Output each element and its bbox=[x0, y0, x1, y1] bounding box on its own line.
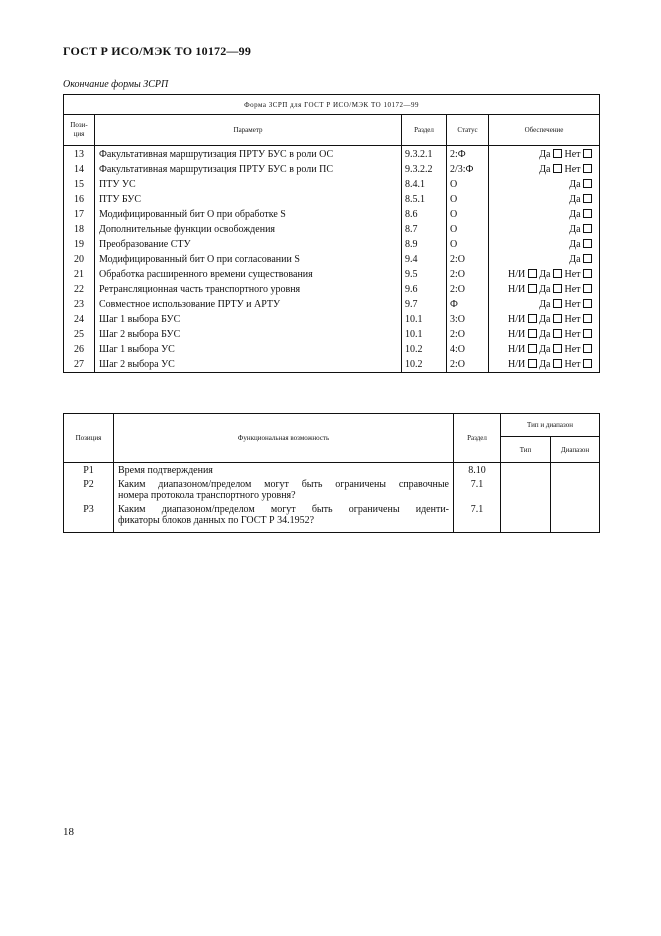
col-status-header: Статус bbox=[447, 115, 489, 146]
row-parameter: Шаг 2 выбора БУС bbox=[95, 327, 402, 342]
table-row bbox=[64, 312, 600, 327]
checkbox-icon[interactable] bbox=[553, 299, 562, 308]
checkbox-icon[interactable] bbox=[528, 359, 537, 368]
yes-label: Да bbox=[569, 224, 581, 235]
checkbox-icon[interactable] bbox=[553, 164, 562, 173]
col-range-header: Диапазон bbox=[551, 437, 600, 463]
row-support bbox=[489, 192, 600, 207]
row-position: 15 bbox=[64, 177, 95, 192]
row-status: 2:О bbox=[447, 357, 489, 373]
row-position: 13 bbox=[64, 146, 95, 163]
table-row bbox=[64, 479, 600, 504]
checkbox-icon[interactable] bbox=[583, 149, 592, 158]
na-label: Н/И bbox=[508, 359, 526, 370]
row-capability bbox=[114, 479, 454, 504]
row-support bbox=[489, 207, 600, 222]
checkbox-icon[interactable] bbox=[553, 344, 562, 353]
yes-label: Да bbox=[569, 209, 581, 220]
capability-text-line: фикаторы блоков данных по ГОСТ Р 34.1952? bbox=[118, 515, 315, 526]
form-table-title: Форма ЗСРП для ГОСТ Р ИСО/МЭК ТО 10172—99 bbox=[64, 95, 600, 115]
col-capability-header: Функциональная возможность bbox=[114, 414, 454, 463]
checkbox-icon[interactable] bbox=[583, 284, 592, 293]
row-support bbox=[489, 177, 600, 192]
row-range-value bbox=[551, 479, 600, 504]
capability-text-line: номера протокола транспортного уровня? bbox=[118, 490, 296, 501]
yes-label: Да bbox=[539, 164, 551, 175]
col-section-header: Раздел bbox=[402, 115, 447, 146]
row-position: Р1 bbox=[64, 463, 114, 480]
row-status: 2:О bbox=[447, 252, 489, 267]
row-section: 8.7 bbox=[402, 222, 447, 237]
row-parameter: Ретрансляционная часть транспортного уровня bbox=[95, 282, 402, 297]
col-parameter-header: Параметр bbox=[95, 115, 402, 146]
col-position-header: Пози- ция bbox=[64, 115, 95, 146]
row-section: 10.1 bbox=[402, 312, 447, 327]
checkbox-icon[interactable] bbox=[583, 314, 592, 323]
row-position: 27 bbox=[64, 357, 95, 373]
row-status: О bbox=[447, 222, 489, 237]
na-label: Н/И bbox=[508, 284, 526, 295]
row-position: 26 bbox=[64, 342, 95, 357]
capability-table bbox=[63, 413, 600, 533]
yes-label: Да bbox=[539, 149, 551, 160]
checkbox-icon[interactable] bbox=[583, 344, 592, 353]
na-label: Н/И bbox=[508, 314, 526, 325]
checkbox-icon[interactable] bbox=[583, 254, 592, 263]
row-section: 10.2 bbox=[402, 342, 447, 357]
row-position: 22 bbox=[64, 282, 95, 297]
row-section: 8.9 bbox=[402, 237, 447, 252]
row-position: Р2 bbox=[64, 479, 114, 504]
no-label: Нет bbox=[564, 269, 581, 280]
row-status: О bbox=[447, 192, 489, 207]
checkbox-icon[interactable] bbox=[583, 224, 592, 233]
row-status: О bbox=[447, 237, 489, 252]
row-type-value bbox=[501, 479, 551, 504]
row-position: 18 bbox=[64, 222, 95, 237]
checkbox-icon[interactable] bbox=[553, 329, 562, 338]
no-label: Нет bbox=[564, 164, 581, 175]
row-range-value bbox=[551, 504, 600, 533]
row-parameter: Модифицированный бит О при обработке S bbox=[95, 207, 402, 222]
na-label: Н/И bbox=[508, 269, 526, 280]
checkbox-icon[interactable] bbox=[553, 314, 562, 323]
checkbox-icon[interactable] bbox=[553, 284, 562, 293]
no-label: Нет bbox=[564, 149, 581, 160]
row-range-value bbox=[551, 463, 600, 480]
row-status: 4:О bbox=[447, 342, 489, 357]
row-section: 9.3.2.1 bbox=[402, 146, 447, 163]
row-parameter: Шаг 2 выбора УС bbox=[95, 357, 402, 373]
row-section: 9.7 bbox=[402, 297, 447, 312]
table-row bbox=[64, 327, 600, 342]
no-label: Нет bbox=[564, 299, 581, 310]
row-section: 8.10 bbox=[454, 463, 501, 480]
row-parameter: Модифицированный бит О при согласовании S bbox=[95, 252, 402, 267]
yes-label: Да bbox=[539, 329, 551, 340]
table-caption: Окончание формы ЗСРП bbox=[63, 79, 169, 90]
row-section: 9.4 bbox=[402, 252, 447, 267]
row-support bbox=[489, 222, 600, 237]
capability-text-line: Каким диапазоном/пределом могут быть ограничены иденти- bbox=[118, 504, 449, 515]
row-parameter: Шаг 1 выбора БУС bbox=[95, 312, 402, 327]
row-support bbox=[489, 297, 600, 312]
row-parameter: Совместное использование ПРТУ и АРТУ bbox=[95, 297, 402, 312]
checkbox-icon[interactable] bbox=[528, 284, 537, 293]
yes-label: Да bbox=[569, 194, 581, 205]
row-parameter: Преобразование СТУ bbox=[95, 237, 402, 252]
checkbox-icon[interactable] bbox=[583, 359, 592, 368]
table-row bbox=[64, 504, 600, 533]
table-row bbox=[64, 146, 600, 163]
row-parameter: ПТУ БУС bbox=[95, 192, 402, 207]
table-row bbox=[64, 463, 600, 480]
yes-label: Да bbox=[569, 179, 581, 190]
row-status: О bbox=[447, 177, 489, 192]
checkbox-icon[interactable] bbox=[583, 179, 592, 188]
row-position: 17 bbox=[64, 207, 95, 222]
row-support bbox=[489, 146, 600, 163]
row-position: 21 bbox=[64, 267, 95, 282]
na-label: Н/И bbox=[508, 344, 526, 355]
checkbox-icon[interactable] bbox=[583, 329, 592, 338]
row-support bbox=[489, 342, 600, 357]
row-support bbox=[489, 267, 600, 282]
checkbox-icon[interactable] bbox=[528, 329, 537, 338]
yes-label: Да bbox=[569, 254, 581, 265]
checkbox-icon[interactable] bbox=[528, 344, 537, 353]
col-position-header: Позиция bbox=[64, 414, 114, 463]
capability-text-line: Каким диапазоном/пределом могут быть ограничены справочные bbox=[118, 479, 449, 490]
col-section-header: Раздел bbox=[454, 414, 501, 463]
checkbox-icon[interactable] bbox=[583, 269, 592, 278]
row-section: 10.1 bbox=[402, 327, 447, 342]
no-label: Нет bbox=[564, 359, 581, 370]
row-parameter: Шаг 1 выбора УС bbox=[95, 342, 402, 357]
row-status: 2:О bbox=[447, 267, 489, 282]
checkbox-icon[interactable] bbox=[583, 209, 592, 218]
row-position: Р3 bbox=[64, 504, 114, 533]
table-row bbox=[64, 222, 600, 237]
row-parameter: ПТУ УС bbox=[95, 177, 402, 192]
no-label: Нет bbox=[564, 329, 581, 340]
table-row bbox=[64, 252, 600, 267]
checkbox-icon[interactable] bbox=[528, 314, 537, 323]
row-status: 2:О bbox=[447, 327, 489, 342]
checkbox-icon[interactable] bbox=[528, 269, 537, 278]
table-row bbox=[64, 282, 600, 297]
row-status: Ф bbox=[447, 297, 489, 312]
checkbox-icon[interactable] bbox=[583, 239, 592, 248]
yes-label: Да bbox=[539, 344, 551, 355]
row-section: 10.2 bbox=[402, 357, 447, 373]
checkbox-icon[interactable] bbox=[583, 299, 592, 308]
row-parameter: Дополнительные функции освобождения bbox=[95, 222, 402, 237]
row-position: 25 bbox=[64, 327, 95, 342]
row-capability bbox=[114, 463, 454, 480]
row-type-value bbox=[501, 504, 551, 533]
no-label: Нет bbox=[564, 314, 581, 325]
row-section: 7.1 bbox=[454, 504, 501, 533]
row-status: 2/3:Ф bbox=[447, 162, 489, 177]
row-support bbox=[489, 252, 600, 267]
no-label: Нет bbox=[564, 284, 581, 295]
row-section: 9.3.2.2 bbox=[402, 162, 447, 177]
checkbox-icon[interactable] bbox=[553, 359, 562, 368]
yes-label: Да bbox=[539, 269, 551, 280]
table-row bbox=[64, 207, 600, 222]
no-label: Нет bbox=[564, 344, 581, 355]
row-support bbox=[489, 312, 600, 327]
row-position: 24 bbox=[64, 312, 95, 327]
table-row bbox=[64, 267, 600, 282]
conformance-form-table bbox=[63, 94, 600, 373]
col-type-range-header: Тип и диапазон bbox=[501, 414, 600, 437]
row-status: 2:Ф bbox=[447, 146, 489, 163]
row-section: 9.6 bbox=[402, 282, 447, 297]
table-row bbox=[64, 357, 600, 373]
row-parameter: Факультативная маршрутизация ПРТУ БУС в роли ОС bbox=[95, 146, 402, 163]
yes-label: Да bbox=[569, 239, 581, 250]
na-label: Н/И bbox=[508, 329, 526, 340]
row-status: 3:О bbox=[447, 312, 489, 327]
row-status: О bbox=[447, 207, 489, 222]
row-section: 8.5.1 bbox=[402, 192, 447, 207]
table-row bbox=[64, 237, 600, 252]
page-number: 18 bbox=[63, 826, 74, 838]
table-row bbox=[64, 192, 600, 207]
row-position: 20 bbox=[64, 252, 95, 267]
checkbox-icon[interactable] bbox=[583, 164, 592, 173]
row-position: 23 bbox=[64, 297, 95, 312]
checkbox-icon[interactable] bbox=[553, 149, 562, 158]
document-header: ГОСТ Р ИСО/МЭК ТО 10172—99 bbox=[63, 44, 252, 58]
row-capability bbox=[114, 504, 454, 533]
checkbox-icon[interactable] bbox=[553, 269, 562, 278]
row-status: 2:О bbox=[447, 282, 489, 297]
yes-label: Да bbox=[539, 314, 551, 325]
row-position: 14 bbox=[64, 162, 95, 177]
row-section: 8.4.1 bbox=[402, 177, 447, 192]
row-support bbox=[489, 327, 600, 342]
row-type-value bbox=[501, 463, 551, 480]
col-type-header: Тип bbox=[501, 437, 551, 463]
row-section: 9.5 bbox=[402, 267, 447, 282]
row-support bbox=[489, 282, 600, 297]
row-parameter: Факультативная маршрутизация ПРТУ БУС в роли ПС bbox=[95, 162, 402, 177]
checkbox-icon[interactable] bbox=[583, 194, 592, 203]
yes-label: Да bbox=[539, 359, 551, 370]
row-section: 8.6 bbox=[402, 207, 447, 222]
row-support bbox=[489, 357, 600, 373]
table-row bbox=[64, 342, 600, 357]
row-support bbox=[489, 237, 600, 252]
table-row bbox=[64, 177, 600, 192]
row-section: 7.1 bbox=[454, 479, 501, 504]
capability-text-line: Время подтверждения bbox=[118, 465, 213, 476]
row-parameter: Обработка расширенного времени существования bbox=[95, 267, 402, 282]
yes-label: Да bbox=[539, 284, 551, 295]
row-support bbox=[489, 162, 600, 177]
table-row bbox=[64, 297, 600, 312]
row-position: 16 bbox=[64, 192, 95, 207]
row-position: 19 bbox=[64, 237, 95, 252]
table-row bbox=[64, 162, 600, 177]
yes-label: Да bbox=[539, 299, 551, 310]
col-support-header: Обеспечение bbox=[489, 115, 600, 146]
